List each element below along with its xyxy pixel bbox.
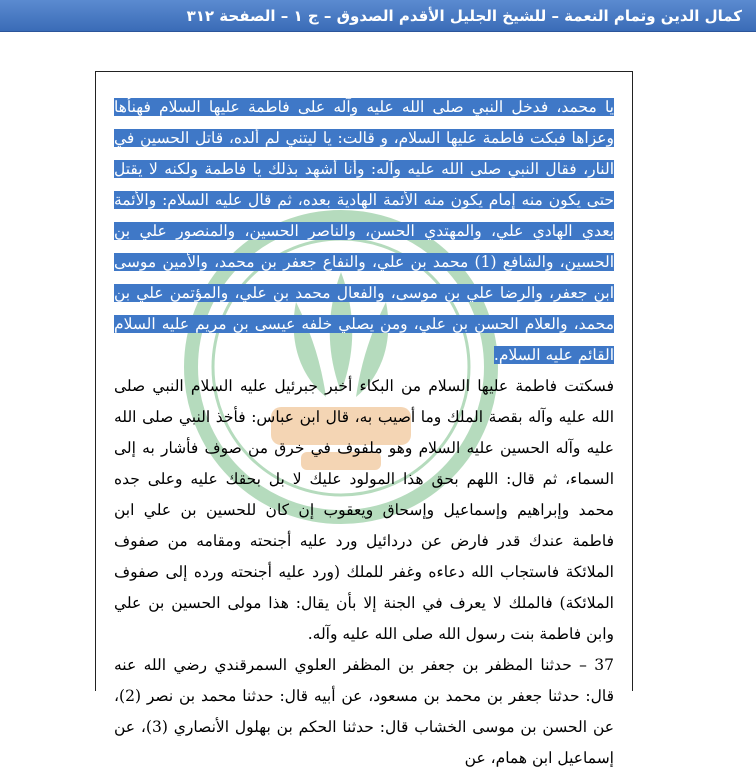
text-selection[interactable]: يا محمد، فدخل النبي صلى الله عليه وآله على فاطمة عليها السلام فهنأها وعزاها فبكت فاطمة عليها السلام، و قالت: يا ليتني لم ألده، قاتل الحسين في النار، فقال النبي صلى الله عليه وآله: وأنا أشهد بذلك يا فاطمة ولكنه لا يقتل حتى يكون منه إمام يكون منه الأئمة الهادية بعده، ثم قال عليه السلام: والأئمة بعدي الهادي علي، والمهتدي الحسن، والناصر الحسين، والمنصور علي بن الحسين، والشافع (1) محمد بن علي، والنفاع جعفر بن محمد، والأمين موسى ابن جعفر، والرضا علي بن موسى، والفعال محمد بن علي، والمؤتمن علي بن محمد، والعلام الحسن بن علي، ومن يصلي خلفه عيسى بن مريم عليه السلام القائم عليه السلام. <box>114 98 615 364</box>
window-title-bar <box>0 0 756 32</box>
document-page <box>95 71 633 767</box>
window-title: كمال الدين وتمام النعمة – للشيخ الجليل الأقدم الصدوق – ج ١ – الصفحة ٣١٢ <box>186 7 742 25</box>
paragraph: فسكتت فاطمة عليها السلام من البكاء أخبر جبرئيل عليه السلام النبي صلى الله عليه وآله بقصة الملك وما أصيب به، قال ابن عباس: فأخذ النبي صلى الله عليه وآله الحسين عليه السلام وهو ملفوف في خرق من صوف فأشار به إلى السماء، ثم قال: اللهم بحق هذا المولود عليك لا بل بحقك عليه وعلى جده محمد وإبراهيم وإسماعيل وإسحاق ويعقوب إن كان للحسين بن علي ابن فاطمة عندك قدر فارض عن دردائيل ورد عليه أجنحته ومقامه من صفوف الملائكة فاستجاب الله دعاءه وغفر للملك (ورد عليه أجنحته ورده إلى صفوف الملائكة) فالملك لا يعرف في الجنة إلا بأن يقال: هذا مولى الحسين بن علي وابن فاطمة بنت رسول الله صلى الله عليه وآله. <box>114 377 614 643</box>
selected-paragraph[interactable] <box>114 92 614 371</box>
paragraph: 37 – حدثنا المظفر بن جعفر بن المظفر العلوي السمرقندي رضي الله عنه قال: حدثنا جعفر بن محمد بن مسعود، عن أبيه قال: حدثنا محمد بن نصر (2)، عن الحسن بن موسى الخشاب قال: حدثنا الحكم بن بهلول الأنصاري (3)، عن إسماعيل ابن همام، عن <box>114 656 614 767</box>
document-text[interactable] <box>114 92 614 774</box>
